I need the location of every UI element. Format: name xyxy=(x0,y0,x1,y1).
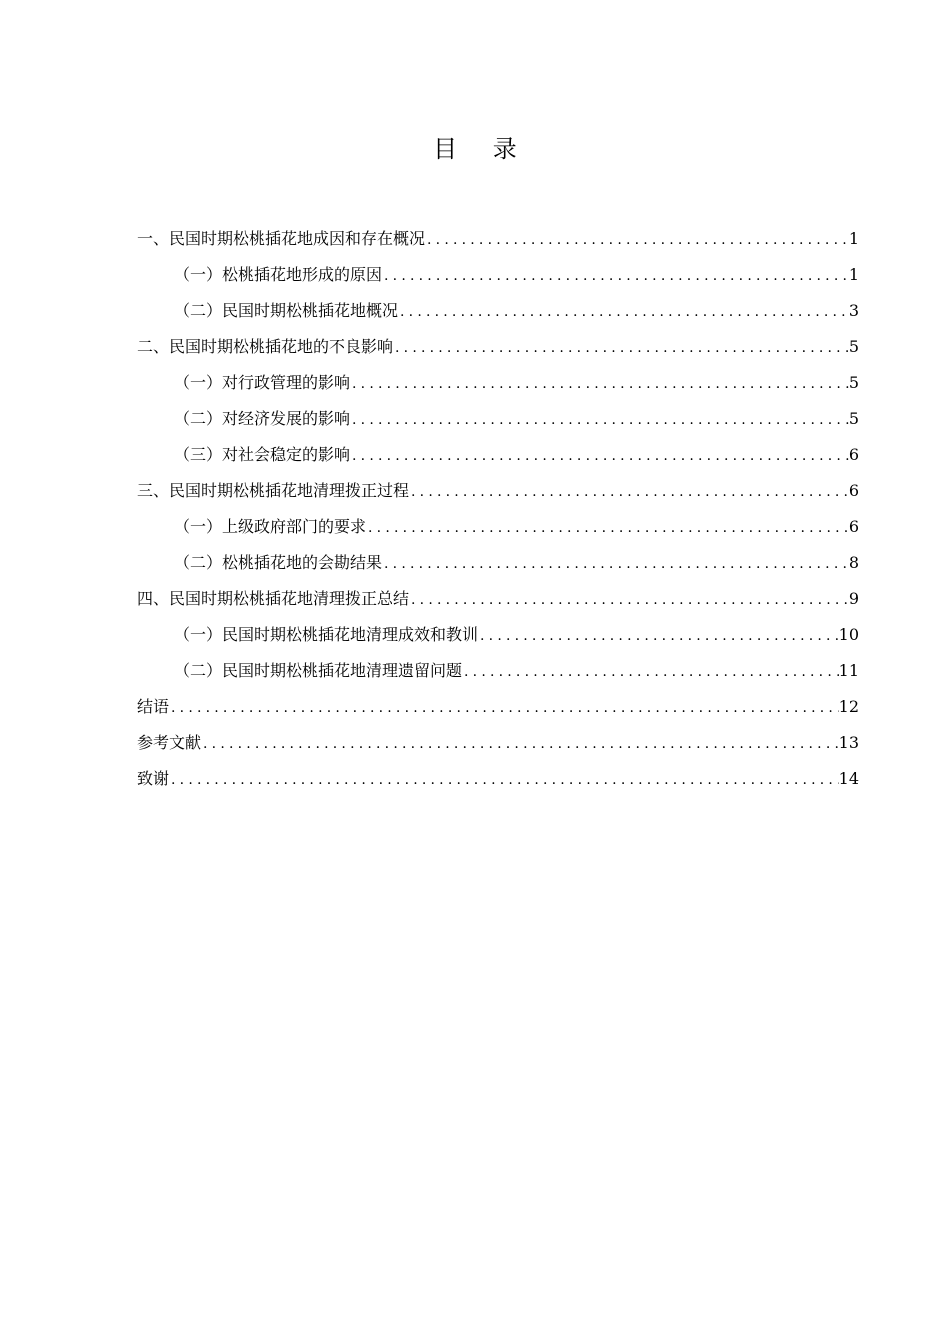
toc-dot-leader xyxy=(350,366,849,401)
toc-entry-title: （二）民国时期松桃插花地概况 xyxy=(174,301,399,320)
toc-dot-leader xyxy=(169,690,839,725)
toc-entry[interactable] xyxy=(137,725,859,761)
toc-dot-leader xyxy=(425,222,849,257)
toc-entry-page-number: 10 xyxy=(838,625,859,644)
toc-entry-page-number: 11 xyxy=(838,661,859,680)
toc-entry-title: （一）上级政府部门的要求 xyxy=(174,517,367,536)
toc-entry-page-number: 13 xyxy=(838,733,859,752)
toc-dot-leader xyxy=(169,762,839,797)
toc-entry[interactable] xyxy=(137,509,859,545)
toc-dot-leader xyxy=(382,258,849,293)
toc-entry-title: （二）松桃插花地的会勘结果 xyxy=(174,553,383,572)
toc-entry-page-number: 8 xyxy=(848,553,859,572)
toc-entry-title: 参考文献 xyxy=(137,733,202,752)
toc-entry-title: （一）松桃插花地形成的原因 xyxy=(174,265,383,284)
toc-entry[interactable] xyxy=(137,437,859,473)
toc-entry-page-number: 1 xyxy=(848,229,859,248)
toc-entry-page-number: 1 xyxy=(848,265,859,284)
table-of-contents xyxy=(137,221,859,797)
toc-dot-leader xyxy=(462,654,839,689)
toc-entry-title: （二）对经济发展的影响 xyxy=(174,409,351,428)
toc-entry-page-number: 5 xyxy=(848,409,859,428)
toc-entry-title: 致谢 xyxy=(137,769,170,788)
toc-entry-title: 三、民国时期松桃插花地清理拨正过程 xyxy=(137,481,410,500)
toc-entry[interactable] xyxy=(137,221,859,257)
toc-entry[interactable] xyxy=(137,653,859,689)
toc-entry[interactable] xyxy=(137,329,859,365)
toc-entry[interactable] xyxy=(137,689,859,725)
toc-title: 目 录 xyxy=(433,135,531,163)
toc-entry-page-number: 12 xyxy=(838,697,859,716)
toc-entry-title: （一）对行政管理的影响 xyxy=(174,373,351,392)
toc-dot-leader xyxy=(409,582,849,617)
toc-entry[interactable] xyxy=(137,761,859,797)
toc-entry-title: 四、民国时期松桃插花地清理拨正总结 xyxy=(137,589,410,608)
toc-dot-leader xyxy=(350,402,849,437)
toc-entry-page-number: 5 xyxy=(848,337,859,356)
toc-entry-page-number: 9 xyxy=(848,589,859,608)
toc-dot-leader xyxy=(398,294,849,329)
toc-dot-leader xyxy=(366,510,849,545)
toc-entry-title: （一）民国时期松桃插花地清理成效和教训 xyxy=(174,625,479,644)
toc-entry-title: （三）对社会稳定的影响 xyxy=(174,445,351,464)
toc-entry[interactable] xyxy=(137,473,859,509)
toc-dot-leader xyxy=(201,726,839,761)
toc-entry-page-number: 5 xyxy=(848,373,859,392)
toc-entry-title: 结语 xyxy=(137,697,170,716)
toc-entry[interactable] xyxy=(137,617,859,653)
toc-entry[interactable] xyxy=(137,257,859,293)
toc-entry[interactable] xyxy=(137,401,859,437)
toc-entry[interactable] xyxy=(137,293,859,329)
toc-dot-leader xyxy=(382,546,849,581)
toc-entry[interactable] xyxy=(137,365,859,401)
toc-entry-title: （二）民国时期松桃插花地清理遗留问题 xyxy=(174,661,463,680)
toc-dot-leader xyxy=(409,474,849,509)
toc-entry-page-number: 3 xyxy=(848,301,859,320)
toc-entry-title: 二、民国时期松桃插花地的不良影响 xyxy=(137,337,394,356)
toc-entry-page-number: 14 xyxy=(838,769,859,788)
toc-dot-leader xyxy=(350,438,849,473)
toc-entry-page-number: 6 xyxy=(848,481,859,500)
toc-entry-title: 一、民国时期松桃插花地成因和存在概况 xyxy=(137,229,426,248)
toc-entry[interactable] xyxy=(137,581,859,617)
toc-dot-leader xyxy=(393,330,849,365)
toc-entry[interactable] xyxy=(137,545,859,581)
toc-entry-page-number: 6 xyxy=(848,517,859,536)
toc-dot-leader xyxy=(478,618,839,653)
toc-entry-page-number: 6 xyxy=(848,445,859,464)
